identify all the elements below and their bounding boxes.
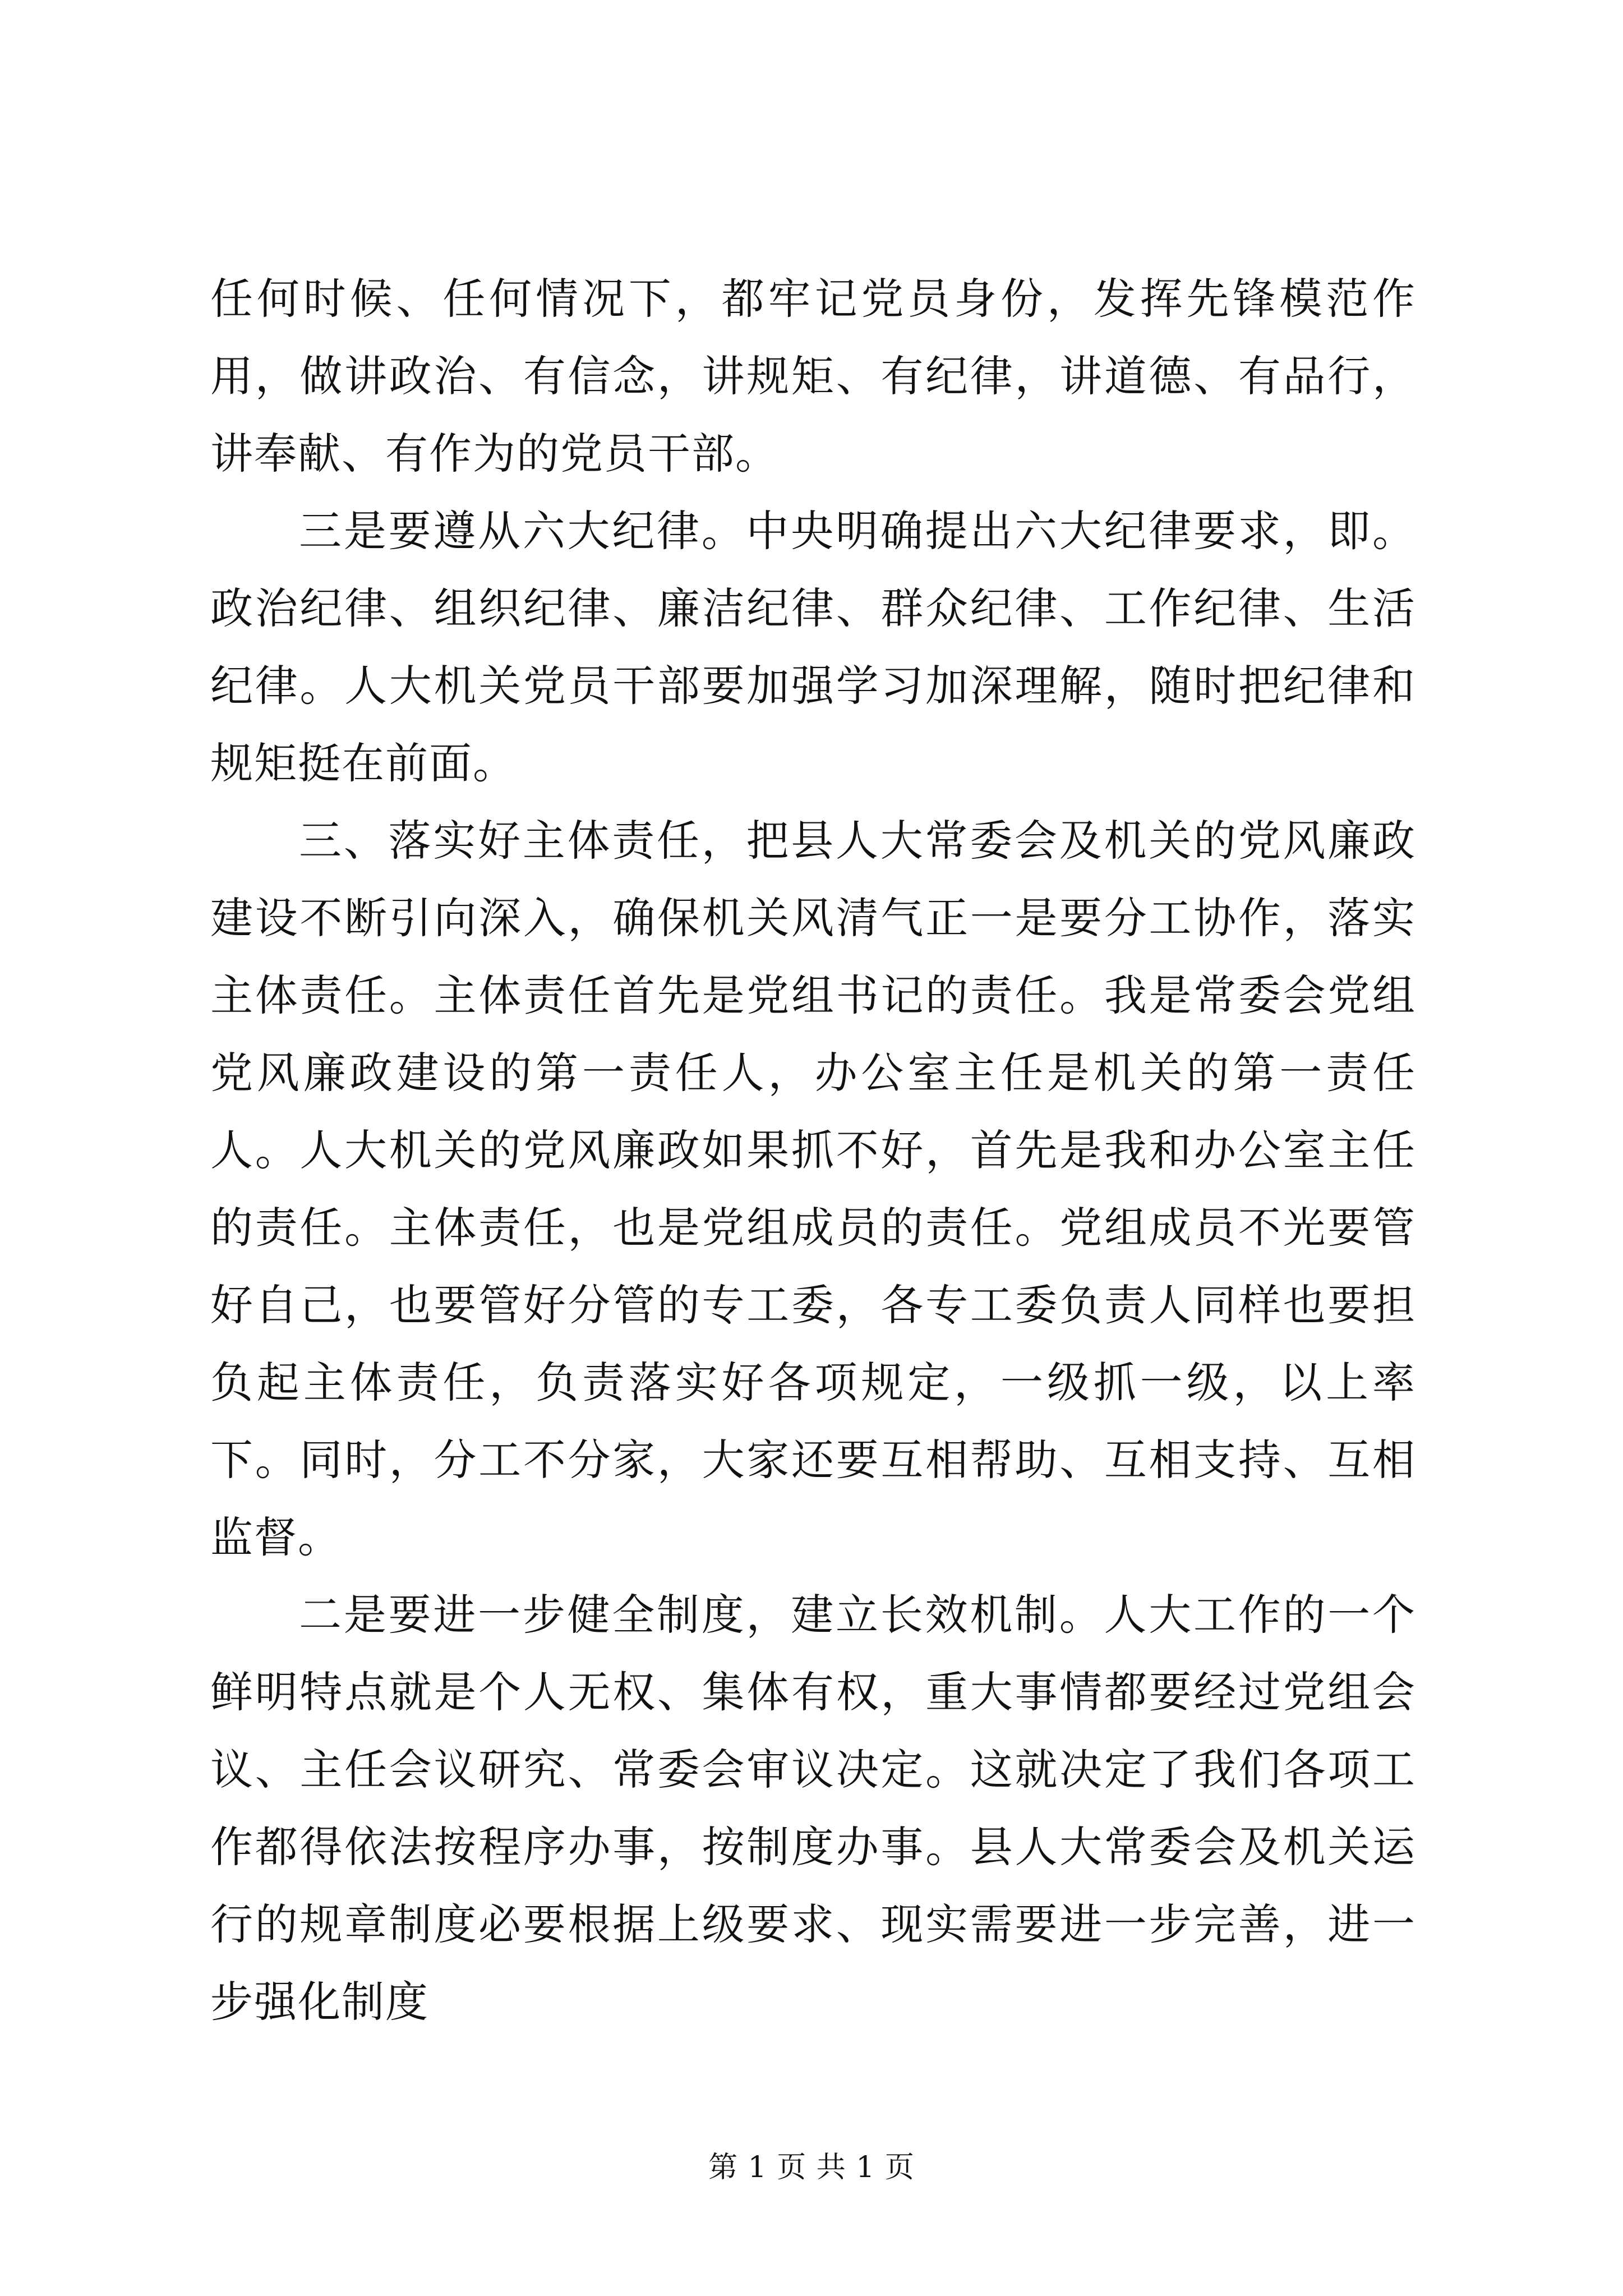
page-number-label: 第 1 页 共 1 页 (708, 2151, 915, 2184)
page-footer (0, 2150, 1623, 2185)
paragraph-2: 三是要遵从六大纪律。中央明确提出六大纪律要求，即。政治纪律、组织纪律、廉洁纪律、群众纪律、工作纪律、生活纪律。人大机关党员干部要加强学习加深理解，随时把纪律和规矩挺在前面。 (210, 506, 1416, 788)
paragraph-4: 二是要进一步健全制度，建立长效机制。人大工作的一个鲜明特点就是个人无权、集体有权，重大事情都要经过党组会议、主任会议研究、常委会审议决定。这就决定了我们各项工作都得依法按程序办事，按制度办事。县人大常委会及机关运行的规章制度必要根据上级要求、现实需要进一步完善，进一步强化制度 (210, 1590, 1416, 2027)
paragraph-3: 三、落实好主体责任，把县人大常委会及机关的党风廉政建设不断引向深入，确保机关风清气正一是要分工协作，落实主体责任。主体责任首先是党组书记的责任。我是常委会党组党风廉政建设的第一责任人，办公室主任是机关的第一责任人。人大机关的党风廉政如果抓不好，首先是我和办公室主任的责任。主体责任，也是党组成员的责任。党组成员不光要管好自己，也要管好分管的专工委，各专工委负责人同样也要担负起主体责任，负责落实好各项规定，一级抓一级，以上率下。同时，分工不分家，大家还要互相帮助、互相支持、互相监督。 (210, 816, 1416, 1562)
document-body (210, 260, 1416, 2041)
paragraph-1: 任何时候、任何情况下，都牢记党员身份，发挥先锋模范作用，做讲政治、有信念，讲规矩、有纪律，讲道德、有品行，讲奉献、有作为的党员干部。 (210, 274, 1416, 478)
